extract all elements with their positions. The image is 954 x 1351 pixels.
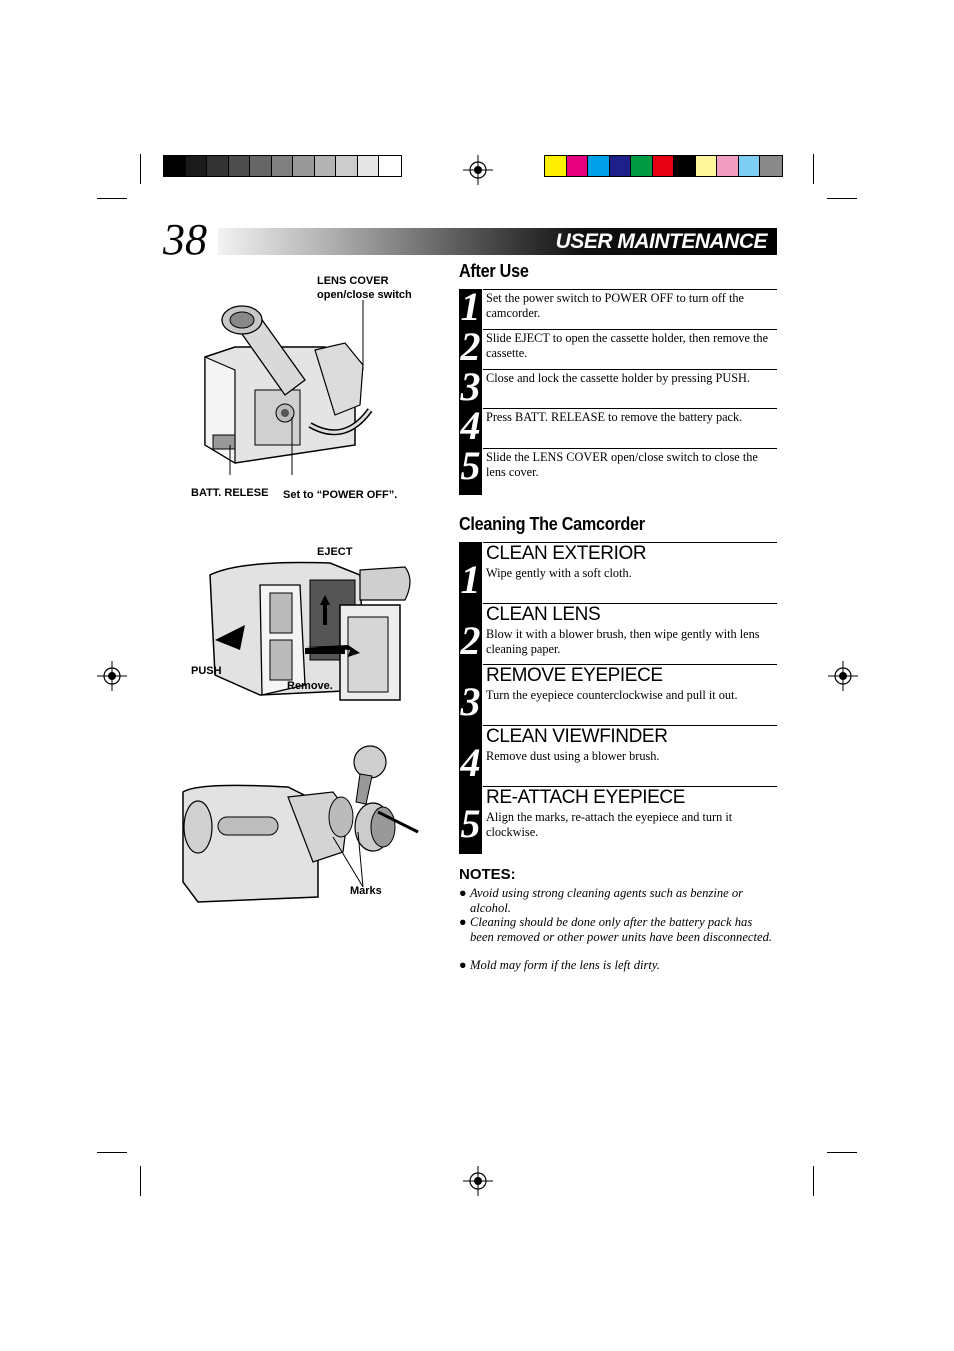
color-swatch [631, 156, 653, 176]
gray-swatch [164, 156, 186, 176]
cleaning-step-title: RE-ATTACH EYEPIECE [486, 787, 686, 808]
color-swatch [739, 156, 761, 176]
push-label: PUSH [191, 665, 222, 677]
eyepiece-cleaning-illustration [178, 742, 428, 912]
color-swatch [717, 156, 739, 176]
marks-label: Marks [350, 885, 382, 897]
gray-swatch [272, 156, 294, 176]
lens-cover-label-line1: LENS COVER [317, 275, 389, 287]
after-use-step-text: Press BATT. RELEASE to remove the battery pack. [486, 410, 743, 424]
eject-label: EJECT [317, 546, 353, 558]
registration-mark-right-icon [828, 661, 858, 691]
bullet-icon: ● [459, 958, 467, 972]
after-use-rule [483, 448, 777, 449]
after-use-heading: After Use [459, 261, 529, 281]
note-item [459, 886, 777, 915]
gray-swatch [379, 156, 401, 176]
bullet-icon: ● [459, 915, 467, 929]
after-use-step-number: 3 [460, 364, 481, 409]
gray-swatch [229, 156, 251, 176]
color-calibration-bar [544, 155, 783, 177]
batt-release-label: BATT. RELESE [191, 487, 269, 499]
color-swatch [653, 156, 675, 176]
color-swatch [588, 156, 610, 176]
section-header-band [218, 228, 777, 255]
color-swatch [545, 156, 567, 176]
cleaning-step-number: 4 [460, 740, 481, 785]
note-text: Avoid using strong cleaning agents such as benzine or alcohol. [470, 886, 744, 915]
cleaning-step-text: Blow it with a blower brush, then wipe gently with lens cleaning paper. [486, 627, 760, 656]
cleaning-step-text: Turn the eyepiece counterclockwise and pull it out. [486, 688, 738, 702]
bullet-icon: ● [459, 886, 467, 900]
after-use-step-text: Set the power switch to POWER OFF to turn off the camcorder. [486, 291, 744, 320]
cleaning-step-number: 5 [460, 801, 481, 846]
page-number: 38 [163, 215, 207, 264]
color-swatch [567, 156, 589, 176]
cleaning-step-number: 2 [460, 618, 481, 663]
cleaning-heading: Cleaning The Camcorder [459, 514, 645, 534]
power-off-label: Set to “POWER OFF”. [283, 489, 398, 501]
cleaning-step-title: CLEAN LENS [486, 604, 601, 625]
color-swatch [696, 156, 718, 176]
note-item [459, 958, 777, 973]
after-use-rule [483, 329, 777, 330]
note-item [459, 915, 777, 944]
lens-cover-label-line2: open/close switch [317, 289, 412, 301]
after-use-step-number: 1 [460, 284, 481, 329]
registration-mark-bottom-icon [463, 1166, 493, 1196]
cleaning-step-title: REMOVE EYEPIECE [486, 665, 663, 686]
cleaning-step-number: 1 [460, 557, 481, 602]
notes-title: NOTES: [459, 866, 516, 883]
section-title: USER MAINTENANCE [555, 230, 767, 253]
gray-swatch [293, 156, 315, 176]
gray-swatch [207, 156, 229, 176]
gray-swatch [186, 156, 208, 176]
after-use-step-text: Slide the LENS COVER open/close switch to close the lens cover. [486, 450, 758, 479]
cleaning-step-text: Remove dust using a blower brush. [486, 749, 660, 763]
note-text: Mold may form if the lens is left dirty. [470, 958, 660, 972]
registration-mark-left-icon [97, 661, 127, 691]
color-swatch [610, 156, 632, 176]
cleaning-step-text: Align the marks, re-attach the eyepiece and turn it clockwise. [486, 810, 733, 839]
after-use-step-number: 2 [460, 324, 481, 369]
camcorder-power-off-illustration [195, 295, 385, 475]
gray-swatch [250, 156, 272, 176]
registration-mark-top-icon [463, 155, 493, 185]
cleaning-step-number: 3 [460, 679, 481, 724]
gray-swatch [315, 156, 337, 176]
cleaning-step-text: Wipe gently with a soft cloth. [486, 566, 632, 580]
after-use-rule [483, 408, 777, 409]
gray-swatch [336, 156, 358, 176]
after-use-step-text: Close and lock the cassette holder by pressing PUSH. [486, 371, 750, 385]
after-use-rule [483, 369, 777, 370]
after-use-step-text: Slide EJECT to open the cassette holder, then remove the cassette. [486, 331, 769, 360]
after-use-step-number: 4 [460, 403, 481, 448]
after-use-rule [483, 289, 777, 290]
gray-swatch [358, 156, 380, 176]
cleaning-step-title: CLEAN VIEWFINDER [486, 726, 668, 747]
grayscale-calibration-bar [163, 155, 402, 177]
note-text: Cleaning should be done only after the battery pack has been removed or other power units have been disconnected. [470, 915, 773, 944]
color-swatch [674, 156, 696, 176]
cleaning-step-title: CLEAN EXTERIOR [486, 543, 647, 564]
color-swatch [760, 156, 782, 176]
after-use-step-number: 5 [460, 443, 481, 488]
remove-label: Remove. [287, 680, 333, 692]
